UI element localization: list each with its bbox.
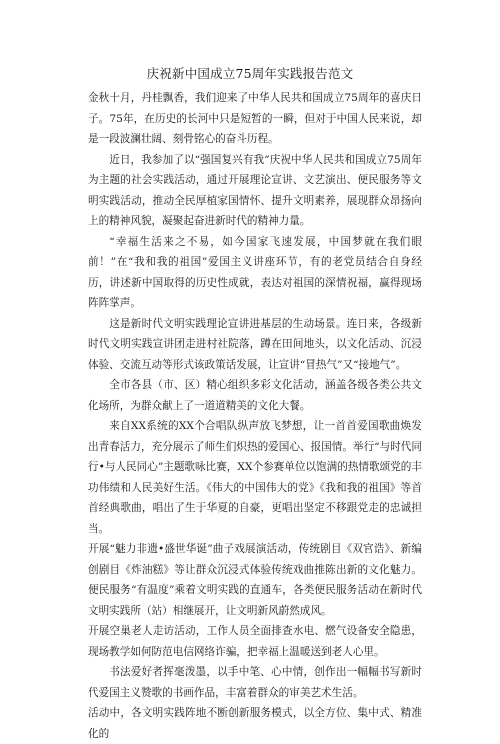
paragraph-6: 来自XX系统的XX个合唱队纵声放飞梦想，让一首首爱国歌曲焕发出青春活力，充分展示了师生们炽热的爱国心、报国情。举行“与时代同行•与人民同心”主题歌咏比赛，XX个参赛单位以饱满的热情歌颂党的丰功伟绩和人民美好生活。《伟大的中国伟大的党》《我和我的祖国》等首首经典歌曲，唱出了生于华夏的自豪，更唱出坚定不移跟党走的忠诚担当。 [88, 420, 422, 535]
paragraph-2: 近日，我参加了以“强国复兴有我”庆祝中华人民共和国成立75周年为主题的社会实践活动，通过开展理论宣讲、文艺演出、便民服务等文明实践活动，推动全民厚植家国情怀、提升文明素养，展现群众昂扬向上的精神风貌，凝聚起奋进新时代的精神力量。 [88, 153, 422, 227]
paragraph-7: 开展“魅力非遗•盛世华诞”曲子戏展演活动，传统剧目《双官诰》、新编创剧目《炸油糕》等让群众沉浸式体验传统戏曲推陈出新的文化魅力。便民服务“有温度”乘着文明实践的直通车，各类便民服务活动在新时代文明实践所（站）相继展开，让文明新风蔚然成风。 [88, 543, 422, 617]
paragraph-9: 书法爱好者挥毫泼墨，以手中笔、心中情，创作出一幅幅书写新时代爱国主义赞歌的书画作品，丰富着群众的审美艺术生活。 [88, 666, 422, 699]
paragraph-4: 这是新时代文明实践理论宣讲进基层的生动场景。连日来，各级新时代文明实践宣讲团走进村社院落，蹲在田间地头，以文化活动、沉浸体验、交流互动等形式该政策话发展，让宣讲“冒热气”又“接地气”。 [88, 317, 422, 371]
paragraph-5: 全市各县（市、区）精心组织多彩文化活动，涵盖各级各类公共文化场所，为群众献上了一道道精美的文化大餐。 [88, 379, 422, 412]
paragraph-3: “幸福生活来之不易，如今国家飞速发展，中国梦就在我们眼前！”在“我和我的祖国”爱国主义讲座环节，有的老党员结合自身经历，讲述新中国取得的历史性成就，表达对祖国的深情祝福，赢得现场阵阵掌声。 [88, 235, 422, 309]
paragraph-8: 开展空巢老人走访活动，工作人员全面排查水电、燃气设备安全隐患，现场教学如何防范电信网络诈骗，把幸福上温暖送到老人心里。 [88, 625, 422, 658]
document-title: 庆祝新中国成立75周年实践报告范文 [146, 66, 354, 81]
document-body [88, 88, 422, 744]
paragraph-1: 金秋十月，丹桂飘香，我们迎来了中华人民共和国成立75周年的喜庆日子。75年，在历史的长河中只是短暂的一瞬，但对于中国人民来说，却是一段波澜壮阔、刻骨铭心的奋斗历程。 [88, 92, 422, 145]
paragraph-10: 活动中，各文明实践阵地不断创新服务模式，以全方位、集中式、精准化的 [88, 707, 422, 740]
